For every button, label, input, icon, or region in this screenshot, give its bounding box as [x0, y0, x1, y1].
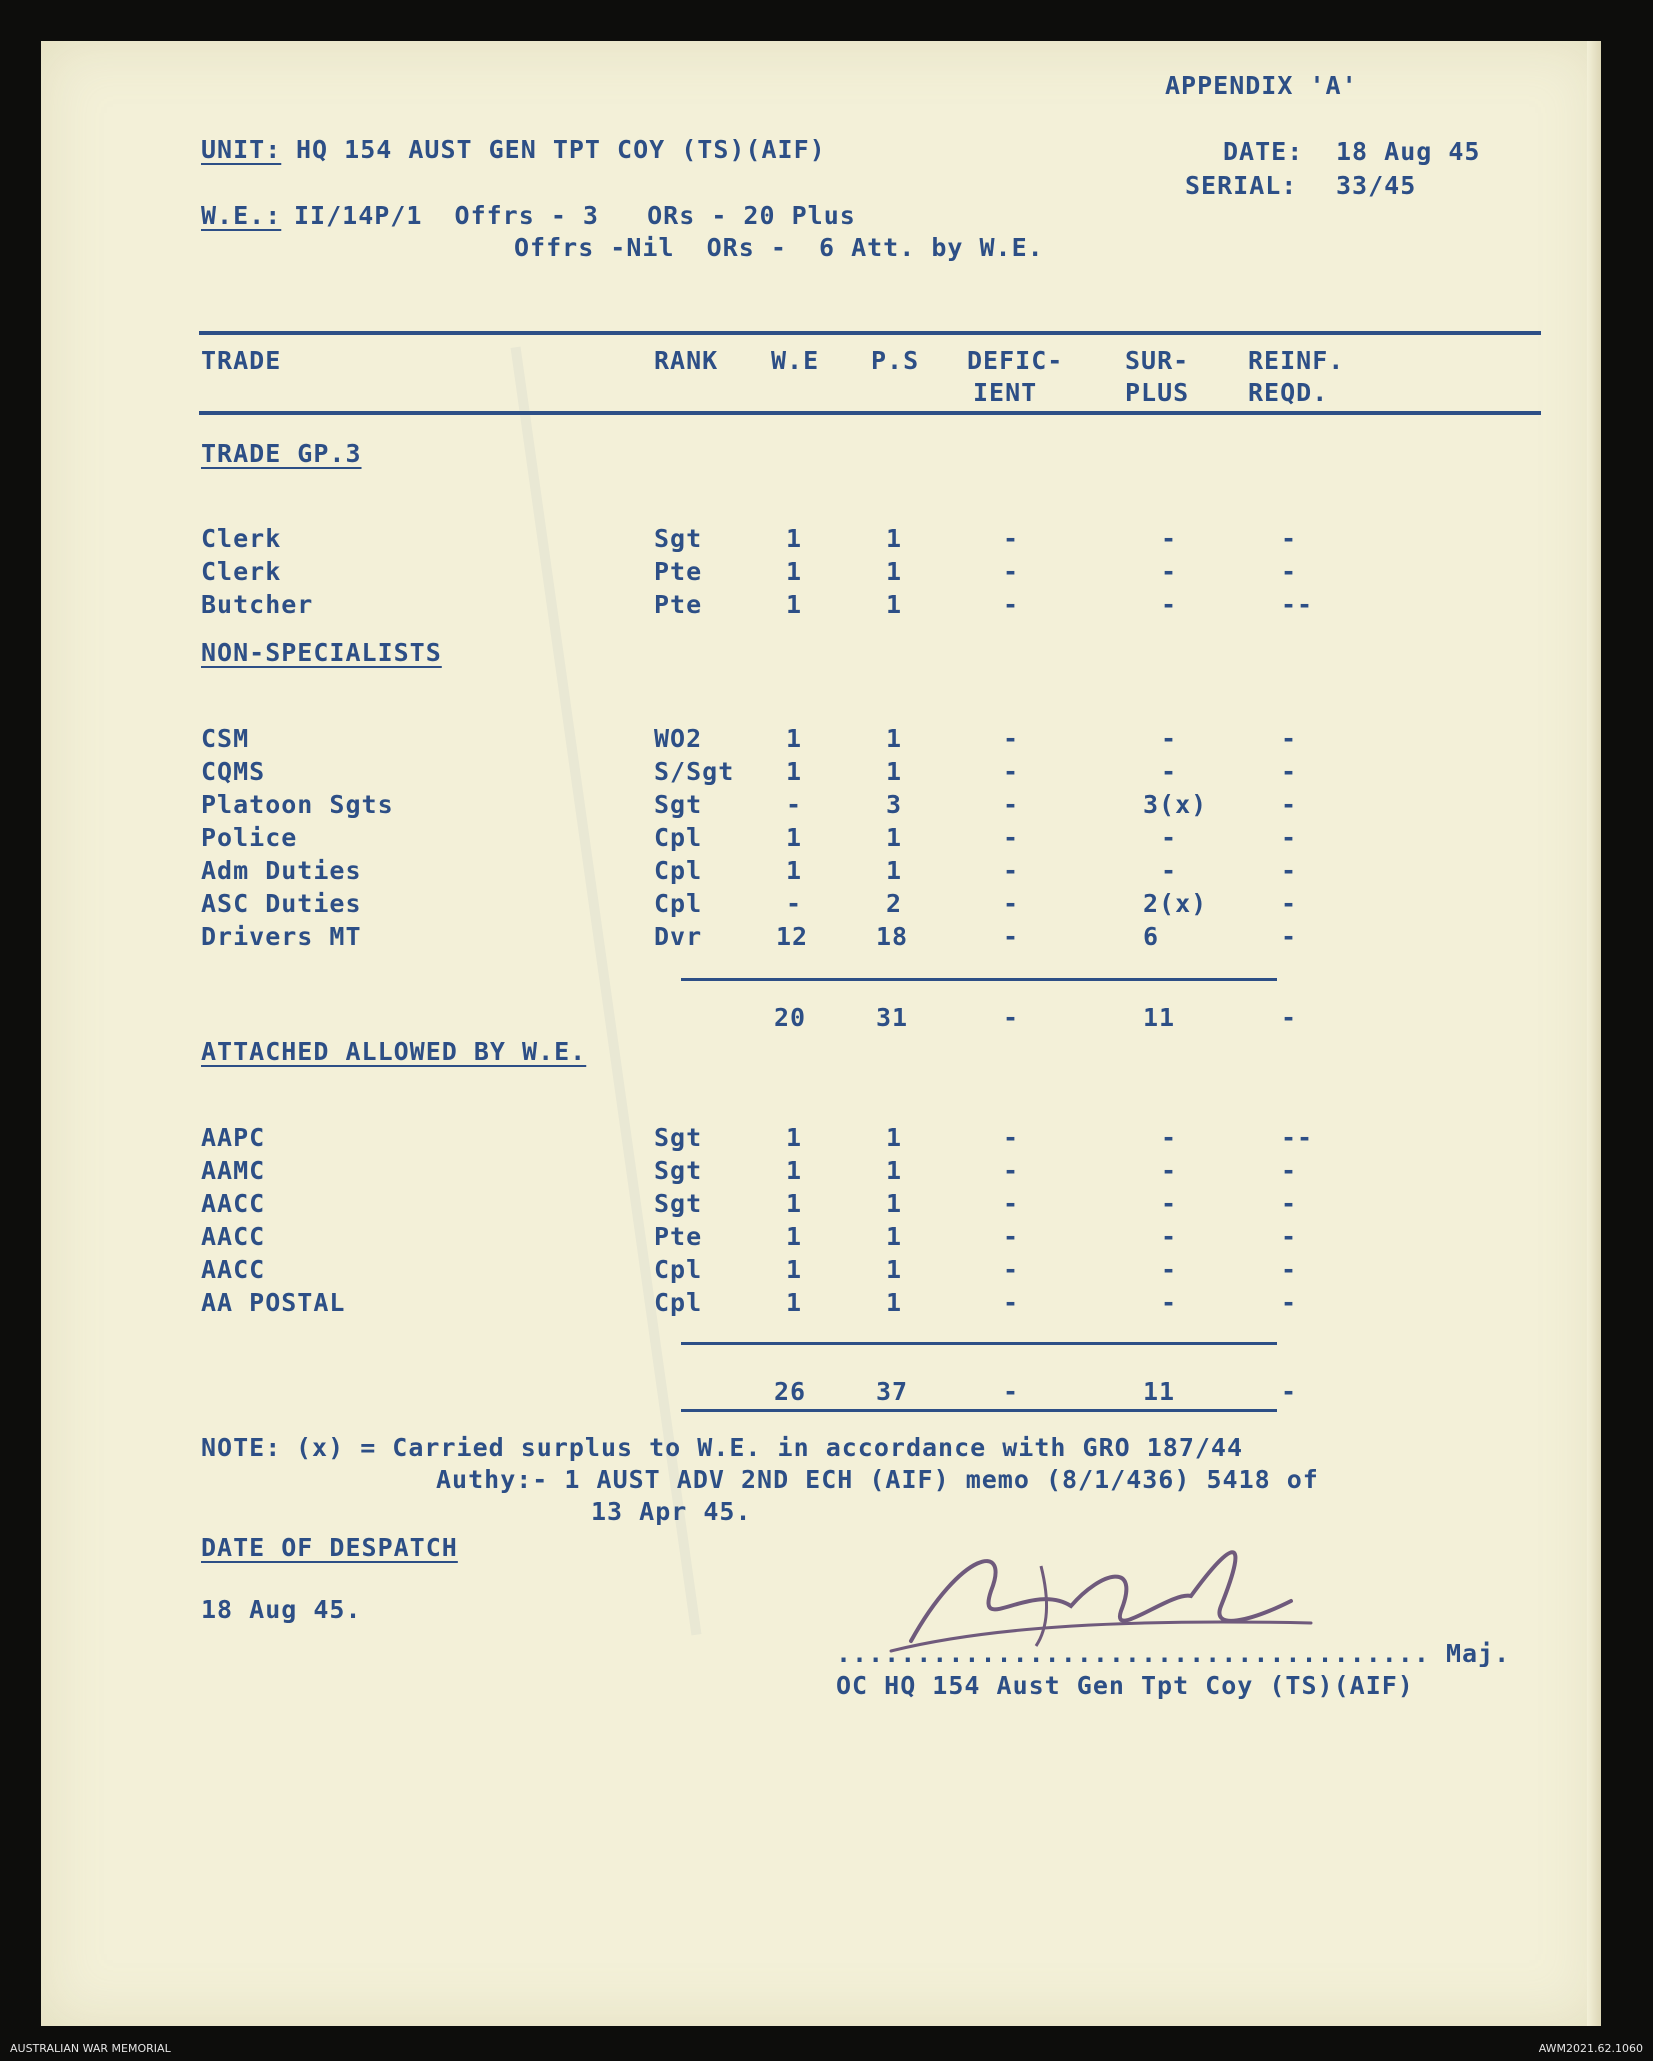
row-rank: Sgt — [654, 524, 703, 553]
row-rank: Pte — [654, 1222, 703, 1251]
row-rank: Sgt — [654, 1189, 703, 1218]
row-ps: 3 — [886, 790, 903, 819]
row-ps: 18 — [876, 922, 909, 951]
col-we: W.E — [771, 346, 820, 375]
subtotal-surplus: 11 — [1143, 1003, 1176, 1032]
date-label: DATE: — [1223, 137, 1304, 166]
row-ps: 2 — [886, 889, 903, 918]
row-rank: Cpl — [654, 1255, 703, 1284]
unit-label: UNIT: — [201, 135, 282, 164]
note-label: NOTE: — [201, 1433, 282, 1462]
row-surplus: - — [1161, 1255, 1178, 1284]
serial-label: SERIAL: — [1185, 171, 1298, 200]
col-trade: TRADE — [201, 346, 282, 375]
table-top-rule — [199, 331, 1541, 335]
row-ps: 1 — [886, 590, 903, 619]
row-surplus: - — [1161, 856, 1178, 885]
row-reinf: - — [1281, 524, 1298, 553]
col-deficient-1: DEFIC- — [967, 346, 1064, 375]
we-label: W.E.: — [201, 201, 282, 230]
row-we: - — [786, 790, 803, 819]
footer-left: AUSTRALIAN WAR MEMORIAL — [10, 2042, 171, 2055]
row-reinf: -- — [1281, 590, 1314, 619]
row-surplus: - — [1161, 557, 1178, 586]
row-ps: 1 — [886, 557, 903, 586]
row-rank: Sgt — [654, 1156, 703, 1185]
row-ps: 1 — [886, 856, 903, 885]
row-trade: Clerk — [201, 557, 282, 586]
row-deficient: - — [1003, 823, 1020, 852]
col-surplus-1: SUR- — [1125, 346, 1190, 375]
row-we: - — [786, 889, 803, 918]
unit-value: HQ 154 AUST GEN TPT COY (TS)(AIF) — [296, 135, 826, 164]
row-rank: Pte — [654, 590, 703, 619]
row-trade: AACC — [201, 1189, 266, 1218]
row-surplus: - — [1161, 1123, 1178, 1152]
total-surplus: 11 — [1143, 1377, 1176, 1406]
row-deficient: - — [1003, 922, 1020, 951]
total-reinf: - — [1281, 1377, 1298, 1406]
subtotal-rule — [681, 978, 1277, 981]
row-trade: AAPC — [201, 1123, 266, 1152]
row-trade: Drivers MT — [201, 922, 362, 951]
row-ps: 1 — [886, 1288, 903, 1317]
note-line-2: Authy:- 1 AUST ADV 2ND ECH (AIF) memo (8/1/436) 5418 of — [436, 1465, 1319, 1494]
col-ps: P.S — [871, 346, 920, 375]
row-reinf: - — [1281, 823, 1298, 852]
total-rule-bottom — [681, 1409, 1277, 1412]
row-ps: 1 — [886, 1156, 903, 1185]
row-reinf: - — [1281, 1255, 1298, 1284]
row-trade: Adm Duties — [201, 856, 362, 885]
row-deficient: - — [1003, 524, 1020, 553]
row-we: 1 — [786, 724, 803, 753]
row-surplus: - — [1161, 1222, 1178, 1251]
row-reinf: - — [1281, 856, 1298, 885]
row-ps: 1 — [886, 1189, 903, 1218]
col-rank: RANK — [654, 346, 719, 375]
row-deficient: - — [1003, 1288, 1020, 1317]
row-surplus: - — [1161, 1189, 1178, 1218]
row-ps: 1 — [886, 524, 903, 553]
row-rank: WO2 — [654, 724, 703, 753]
row-deficient: - — [1003, 1255, 1020, 1284]
row-deficient: - — [1003, 1156, 1020, 1185]
subtotal-deficient: - — [1003, 1003, 1020, 1032]
row-we: 1 — [786, 1156, 803, 1185]
row-deficient: - — [1003, 1189, 1020, 1218]
section-title: ATTACHED ALLOWED BY W.E. — [201, 1037, 587, 1066]
col-reinf-1: REINF. — [1248, 346, 1345, 375]
row-deficient: - — [1003, 889, 1020, 918]
row-deficient: - — [1003, 724, 1020, 753]
row-we: 1 — [786, 1288, 803, 1317]
row-trade: Police — [201, 823, 298, 852]
row-surplus: - — [1161, 724, 1178, 753]
col-reinf-2: REQD. — [1248, 378, 1329, 407]
row-reinf: - — [1281, 922, 1298, 951]
date-value: 18 Aug 45 — [1336, 137, 1481, 166]
row-we: 1 — [786, 856, 803, 885]
section-title: NON-SPECIALISTS — [201, 638, 442, 667]
row-deficient: - — [1003, 590, 1020, 619]
row-we: 1 — [786, 1255, 803, 1284]
col-surplus-2: PLUS — [1125, 378, 1190, 407]
row-trade: AAMC — [201, 1156, 266, 1185]
row-surplus: - — [1161, 524, 1178, 553]
row-rank: Cpl — [654, 856, 703, 885]
row-surplus: - — [1161, 823, 1178, 852]
total-we: 26 — [774, 1377, 807, 1406]
row-rank: Sgt — [654, 1123, 703, 1152]
total-deficient: - — [1003, 1377, 1020, 1406]
row-we: 1 — [786, 524, 803, 553]
row-rank: Sgt — [654, 790, 703, 819]
row-ps: 1 — [886, 1222, 903, 1251]
row-surplus: - — [1161, 590, 1178, 619]
serial-value: 33/45 — [1336, 171, 1417, 200]
row-surplus: - — [1161, 757, 1178, 786]
row-we: 1 — [786, 590, 803, 619]
row-reinf: - — [1281, 790, 1298, 819]
row-reinf: - — [1281, 1189, 1298, 1218]
we-line-1: II/14P/1 Offrs - 3 ORs - 20 Plus — [294, 201, 856, 230]
row-we: 1 — [786, 1222, 803, 1251]
row-we: 1 — [786, 557, 803, 586]
row-deficient: - — [1003, 757, 1020, 786]
signature-title: OC HQ 154 Aust Gen Tpt Coy (TS)(AIF) — [836, 1671, 1414, 1700]
row-reinf: - — [1281, 1156, 1298, 1185]
row-reinf: -- — [1281, 1123, 1314, 1152]
we-line-2: Offrs -Nil ORs - 6 Att. by W.E. — [514, 233, 1044, 262]
col-deficient-2: IENT — [973, 378, 1038, 407]
row-trade: CSM — [201, 724, 250, 753]
row-deficient: - — [1003, 790, 1020, 819]
note-line-1: (x) = Carried surplus to W.E. in accordance with GRO 187/44 — [296, 1433, 1244, 1462]
row-reinf: - — [1281, 1288, 1298, 1317]
row-we: 1 — [786, 1123, 803, 1152]
row-deficient: - — [1003, 856, 1020, 885]
row-ps: 1 — [886, 724, 903, 753]
total-ps: 37 — [876, 1377, 909, 1406]
subtotal-reinf: - — [1281, 1003, 1298, 1032]
total-rule-top — [681, 1342, 1277, 1345]
row-trade: Clerk — [201, 524, 282, 553]
row-reinf: - — [1281, 889, 1298, 918]
subtotal-ps: 31 — [876, 1003, 909, 1032]
row-ps: 1 — [886, 823, 903, 852]
table-header-rule — [199, 411, 1541, 415]
row-trade: ASC Duties — [201, 889, 362, 918]
document-page — [41, 41, 1601, 2026]
row-we: 1 — [786, 823, 803, 852]
row-rank: Dvr — [654, 922, 703, 951]
row-rank: Pte — [654, 557, 703, 586]
row-ps: 1 — [886, 757, 903, 786]
appendix-heading: APPENDIX 'A' — [1165, 71, 1358, 100]
despatch-label: DATE OF DESPATCH — [201, 1533, 458, 1562]
row-deficient: - — [1003, 1123, 1020, 1152]
row-reinf: - — [1281, 724, 1298, 753]
row-trade: AACC — [201, 1255, 266, 1284]
row-reinf: - — [1281, 1222, 1298, 1251]
row-deficient: - — [1003, 557, 1020, 586]
row-reinf: - — [1281, 757, 1298, 786]
row-trade: AA POSTAL — [201, 1288, 346, 1317]
row-we: 1 — [786, 1189, 803, 1218]
row-trade: CQMS — [201, 757, 266, 786]
row-trade: Platoon Sgts — [201, 790, 394, 819]
row-rank: Cpl — [654, 889, 703, 918]
page-edge — [1587, 41, 1601, 2026]
row-we: 1 — [786, 757, 803, 786]
row-surplus: - — [1161, 1156, 1178, 1185]
row-we: 12 — [776, 922, 809, 951]
row-deficient: - — [1003, 1222, 1020, 1251]
row-surplus: 6 — [1143, 922, 1160, 951]
row-surplus: 2(x) — [1143, 889, 1208, 918]
footer-right: AWM2021.62.1060 — [1538, 2042, 1643, 2055]
row-ps: 1 — [886, 1255, 903, 1284]
row-reinf: - — [1281, 557, 1298, 586]
row-rank: Cpl — [654, 1288, 703, 1317]
row-surplus: 3(x) — [1143, 790, 1208, 819]
note-line-3: 13 Apr 45. — [591, 1497, 752, 1526]
row-ps: 1 — [886, 1123, 903, 1152]
despatch-value: 18 Aug 45. — [201, 1595, 362, 1624]
subtotal-we: 20 — [774, 1003, 807, 1032]
row-rank: S/Sgt — [654, 757, 735, 786]
row-rank: Cpl — [654, 823, 703, 852]
row-trade: AACC — [201, 1222, 266, 1251]
row-trade: Butcher — [201, 590, 314, 619]
section-title: TRADE GP.3 — [201, 439, 362, 468]
row-surplus: - — [1161, 1288, 1178, 1317]
signature-dots: ..................................... Maj. — [836, 1639, 1511, 1668]
